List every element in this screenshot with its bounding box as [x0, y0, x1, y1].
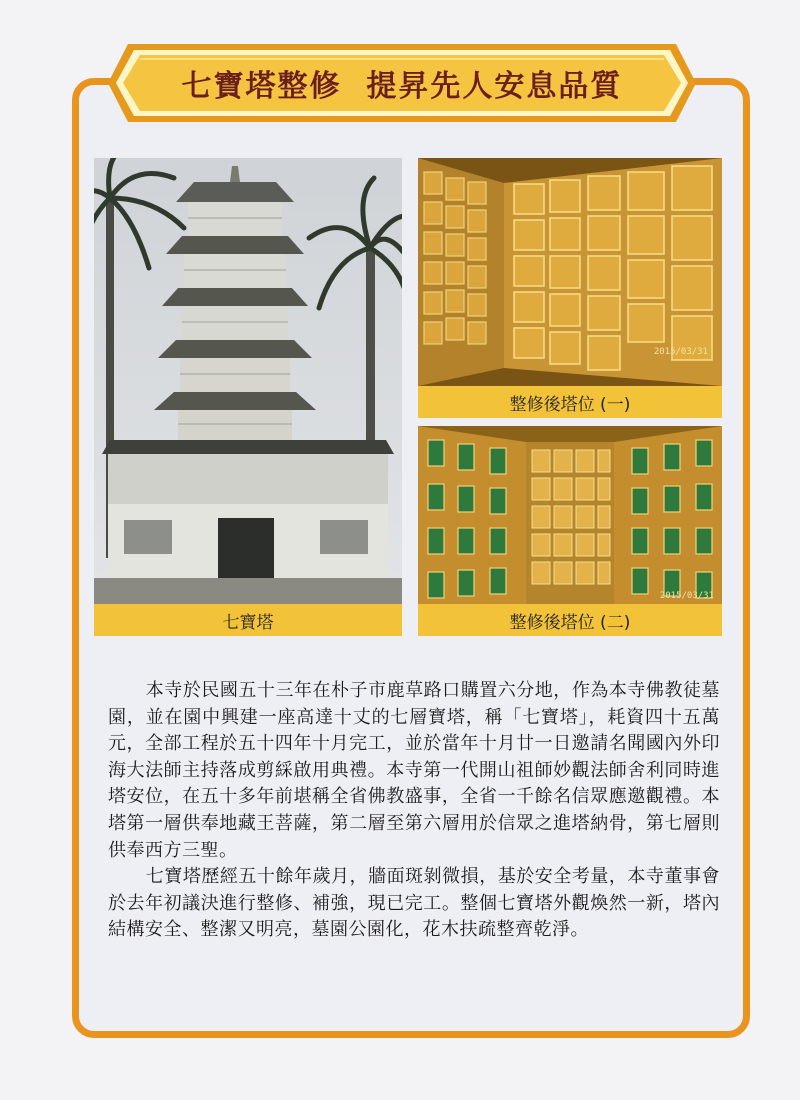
pagoda-caption: 七寶塔 [94, 604, 402, 636]
niches-one-timestamp: 2015/03/31 [653, 347, 708, 357]
pagoda-photo [94, 158, 402, 604]
article-body [108, 678, 720, 944]
niches-two-photo [418, 426, 722, 604]
niches-one-caption: 整修後塔位 (一) [418, 386, 722, 418]
title-banner [108, 40, 696, 126]
article-paragraph-2: 七寶塔歷經五十餘年歲月，牆面斑剝微損，基於安全考量，本寺董事會於去年初議決進行整修、補強，現已完工。整個七寶塔外觀煥然一新，塔內結構安全、整潔又明亮，墓園公園化，花木扶疏整齊乾淨。 [108, 866, 720, 941]
niches-two-timestamp: 2015/03/31 [659, 591, 714, 601]
niches-one-photo [418, 158, 722, 386]
article-paragraph-1: 本寺於民國五十三年在朴子市鹿草路口購置六分地，作為本寺佛教徒墓園，並在園中興建一座高達十丈的七層寶塔，稱「七寶塔」，耗資四十五萬元，全部工程於五十四年十月完工，並於當年十月廿一日邀請名聞國內外印海大法師主持落成剪綵啟用典禮。本寺第一代開山祖師妙觀法師舍利同時進塔安位，在五十多年前堪稱全省佛教盛事，全省一千餘名信眾應邀觀禮。本塔第一層供奉地藏王菩薩，第二層至第六層用於信眾之進塔納骨，第七層則供奉西方三聖。 [108, 680, 720, 861]
page-title: 七寶塔整修 提昇先人安息品質 [181, 69, 623, 104]
niches-two-caption: 整修後塔位 (二) [418, 604, 722, 636]
